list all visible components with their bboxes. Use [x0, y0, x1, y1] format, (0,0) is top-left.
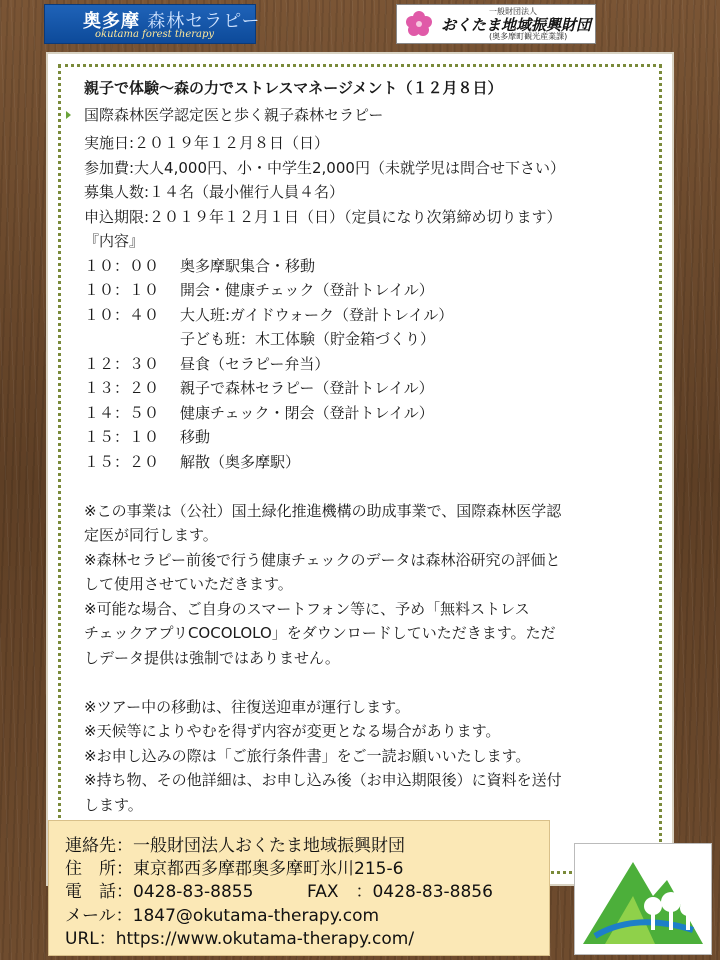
contact-mail[interactable]: メール：1847@okutama-therapy.com	[65, 906, 380, 926]
mountain-tree-logo-icon	[575, 844, 711, 954]
schedule-time: １０：４０	[84, 305, 160, 324]
note-line: ※可能な場合、ご自身のスマートフォン等に、予め「無料ストレス	[84, 599, 530, 618]
note-line: ※お申し込みの際は「ご旅行条件書」をご一読お願いいたします。	[84, 746, 531, 765]
foundation-name: おくたま地域振興財団	[441, 16, 592, 34]
brand-banner	[44, 4, 261, 44]
schedule-row	[84, 401, 664, 426]
foundation-note: (奥多摩町観光産業課)	[489, 32, 568, 41]
schedule-time	[84, 327, 180, 352]
note-line: します。	[84, 795, 143, 814]
note-line: ※ツアー中の移動は、往復送迎車が運行します。	[84, 697, 410, 716]
note-line: 定医が同行します。	[84, 526, 218, 544]
note-line: ※この事業は（公社）国土緑化推進機構の助成事業で、国際森林医学認	[84, 501, 562, 520]
event-fee: 参加費:大人4,000円、小・中学生2,000円（未就学児は問合せ下さい）	[84, 158, 565, 177]
schedule-desc: 大人班:ガイドウォーク（登計トレイル）	[180, 305, 454, 324]
contact-box	[48, 820, 550, 956]
schedule-time: １２：３０	[84, 354, 160, 373]
schedule-desc: 昼食（セラピー弁当）	[180, 354, 330, 373]
event-date: 実施日:２０１９年１２月８日（日）	[84, 134, 330, 152]
schedule-row	[84, 376, 664, 401]
event-deadline: 申込期限:２０１９年１２月１日（日）（定員になり次第締め切ります）	[84, 207, 562, 226]
contents-heading: 『内容』	[84, 232, 145, 250]
schedule-time: １３：２０	[84, 379, 160, 397]
event-capacity: 募集人数:１４名（最小催行人員４名）	[84, 183, 345, 201]
note-line: ※持ち物、その他詳細は、お申し込み後（お申込期限後）に資料を送付	[84, 771, 562, 789]
contact-url[interactable]: URL：https://www.okutama-therapy.com/	[65, 929, 415, 949]
event-sheet	[46, 52, 674, 886]
event-subtitle: 国際森林医学認定医と歩く親子森林セラピー	[84, 105, 384, 124]
foundation-type: 一般財団法人	[489, 7, 537, 16]
okutama-logo	[574, 843, 712, 955]
schedule-desc: 移動	[180, 428, 211, 446]
schedule-desc: 親子で森林セラピー（登計トレイル）	[180, 379, 434, 397]
schedule-row	[84, 425, 664, 450]
brand-title: 奥多摩 森林セラピー	[83, 11, 261, 32]
contact-address: 住 所：東京都西多摩郡奥多摩町氷川215-6	[65, 859, 404, 879]
schedule-desc: 奥多摩駅集合・移動	[180, 256, 316, 275]
triangle-bullet-icon	[66, 111, 71, 119]
note-line: ※森林セラピー前後で行う健康チェックのデータは森林浴研究の評価と	[84, 550, 561, 569]
brand-subtitle: okutama forest therapy	[95, 29, 215, 40]
schedule-row	[84, 254, 664, 279]
schedule-row	[84, 303, 664, 328]
schedule-time: １５：２０	[84, 452, 160, 471]
note-line: ※天候等によりやむを得ず内容が変更となる場合があります。	[84, 722, 501, 740]
contact-org: 連絡先：一般財団法人おくたま地域振興財団	[65, 836, 405, 856]
contact-fax: FAX ：0428-83-8856	[307, 882, 493, 902]
schedule-desc: 健康チェック・閉会（登計トレイル）	[180, 403, 434, 422]
schedule-time: １５：１０	[84, 428, 160, 446]
contact-tel: 電 話：0428-83-8855	[65, 882, 254, 902]
schedule-time: １０：１０	[84, 281, 160, 299]
flower-icon	[403, 8, 435, 40]
schedule-row	[84, 278, 664, 303]
schedule-desc: 解散（奥多摩駅）	[180, 452, 301, 471]
event-content	[84, 76, 664, 817]
note-line: チェックアプリCOCOLOLO」をダウンロードしていただきます。ただ	[84, 624, 556, 642]
schedule-list	[84, 254, 664, 475]
schedule-desc: 子ども班：木工体験（貯金箱づくり）	[180, 330, 436, 348]
schedule-time: １４：５０	[84, 403, 160, 422]
schedule-desc: 開会・健康チェック（登計トレイル）	[180, 281, 434, 299]
note-line: して使用させていただきます。	[84, 575, 293, 593]
event-title: 親子で体験〜森の力でストレスマネージメント（１２月８日）	[84, 79, 503, 97]
schedule-row	[84, 450, 664, 475]
schedule-time: １０：００	[84, 256, 160, 275]
schedule-row	[84, 327, 664, 352]
schedule-row	[84, 352, 664, 377]
note-line: しデータ提供は強制ではありません。	[84, 648, 340, 667]
notes-group-a	[84, 499, 664, 671]
event-subtitle-row	[84, 103, 664, 128]
notes-group-b	[84, 695, 664, 818]
foundation-banner	[396, 4, 596, 44]
